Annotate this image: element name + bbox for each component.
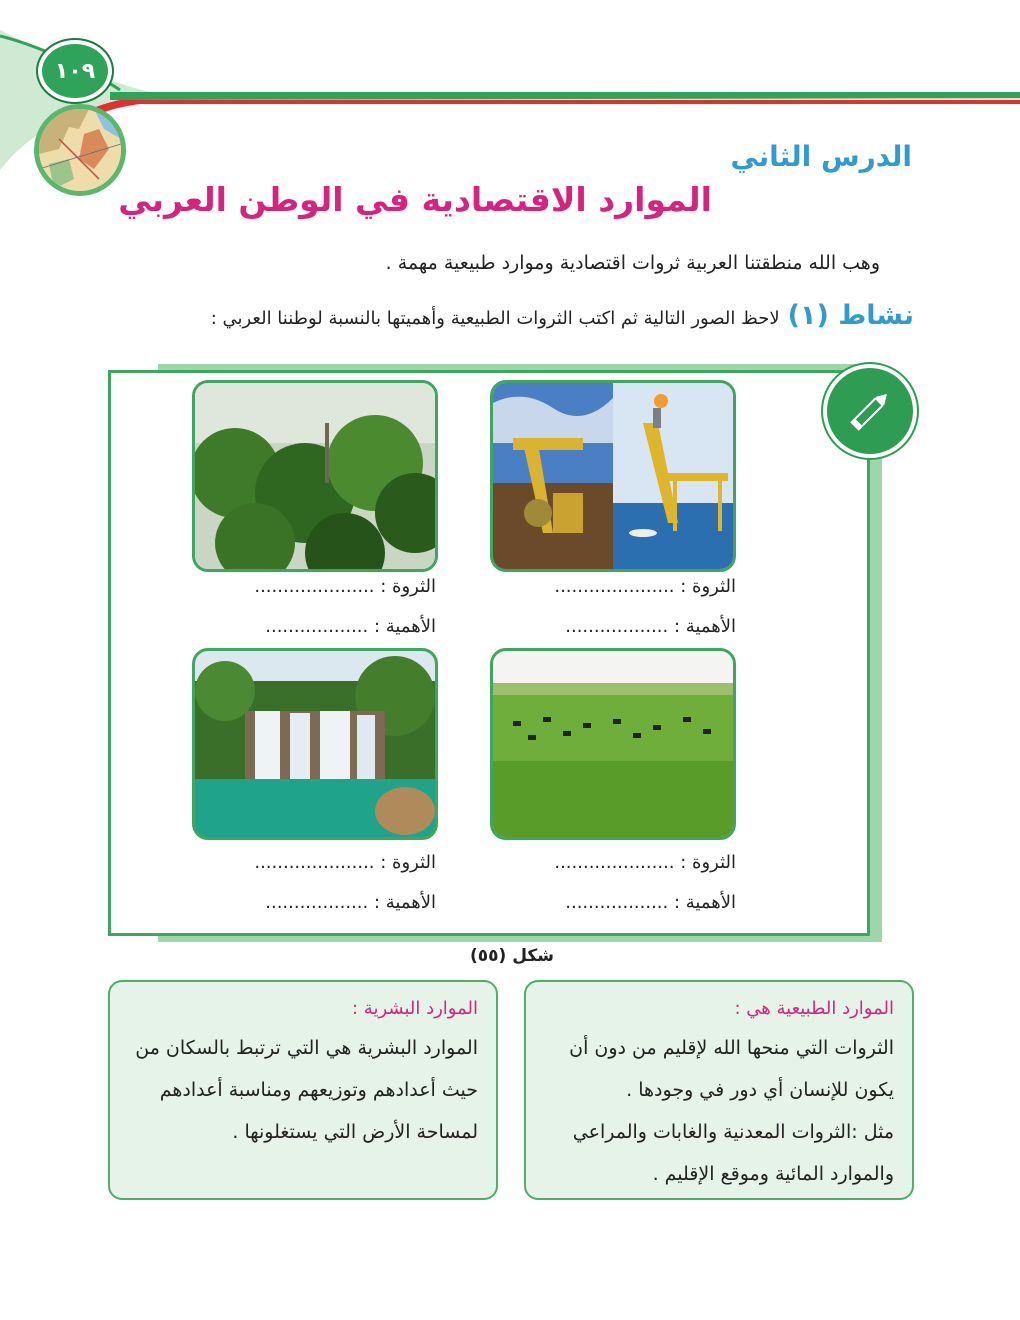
photo-waterfall (192, 648, 438, 840)
lesson-label: الدرس الثاني (730, 140, 912, 173)
photo-forest (192, 380, 438, 572)
wealth-line-oil: الثروة : ..................... (554, 576, 736, 597)
photo-oil (490, 380, 736, 572)
natural-resources-example: مثل :الثروات المعدنية والغابات والمراعي والموارد المائية وموقع الإقليم . (572, 1121, 894, 1185)
lesson-title: الموارد الاقتصادية في الوطن العربي (118, 180, 712, 219)
intro-text: وهب الله منطقتنا العربية ثروات اقتصادية وموارد طبيعية مهمة . (385, 252, 880, 274)
human-resources-heading: الموارد البشرية : (352, 998, 478, 1019)
activity-heading (211, 300, 914, 331)
importance-line-pasture: الأهمية : .................. (565, 892, 736, 913)
activity-tag: نشاط (١) (787, 300, 914, 331)
page-number: ١٠٩ (38, 40, 112, 102)
natural-resources-box (524, 980, 914, 1200)
wealth-line-forest: الثروة : ..................... (254, 576, 436, 597)
activity-instruction: لاحظ الصور التالية ثم اكتب الثروات الطبيعية وأهميتها بالنسبة لوطننا العربي : (210, 308, 780, 329)
importance-line-waterfall: الأهمية : .................. (265, 892, 436, 913)
natural-resources-heading: الموارد الطبيعية هي : (734, 998, 894, 1019)
wealth-line-waterfall: الثروة : ..................... (254, 852, 436, 873)
map-icon (34, 104, 126, 196)
importance-line-forest: الأهمية : .................. (265, 616, 436, 637)
human-resources-box (108, 980, 498, 1200)
human-resources-text: الموارد البشرية هي التي ترتبط بالسكان من حيث أعدادهم وتوزيعهم ومناسبة أعدادهم لمساحة الأرض التي يستغلونها . (135, 1037, 478, 1143)
wealth-line-pasture: الثروة : ..................... (554, 852, 736, 873)
figure-caption: شكل (٥٥) (470, 946, 555, 966)
importance-line-oil: الأهمية : .................. (565, 616, 736, 637)
pencil-icon (823, 364, 917, 458)
natural-resources-text: الثروات التي منحها الله لإقليم من دون أن يكون للإنسان أي دور في وجودها . (569, 1037, 894, 1101)
photo-pasture (490, 648, 736, 840)
